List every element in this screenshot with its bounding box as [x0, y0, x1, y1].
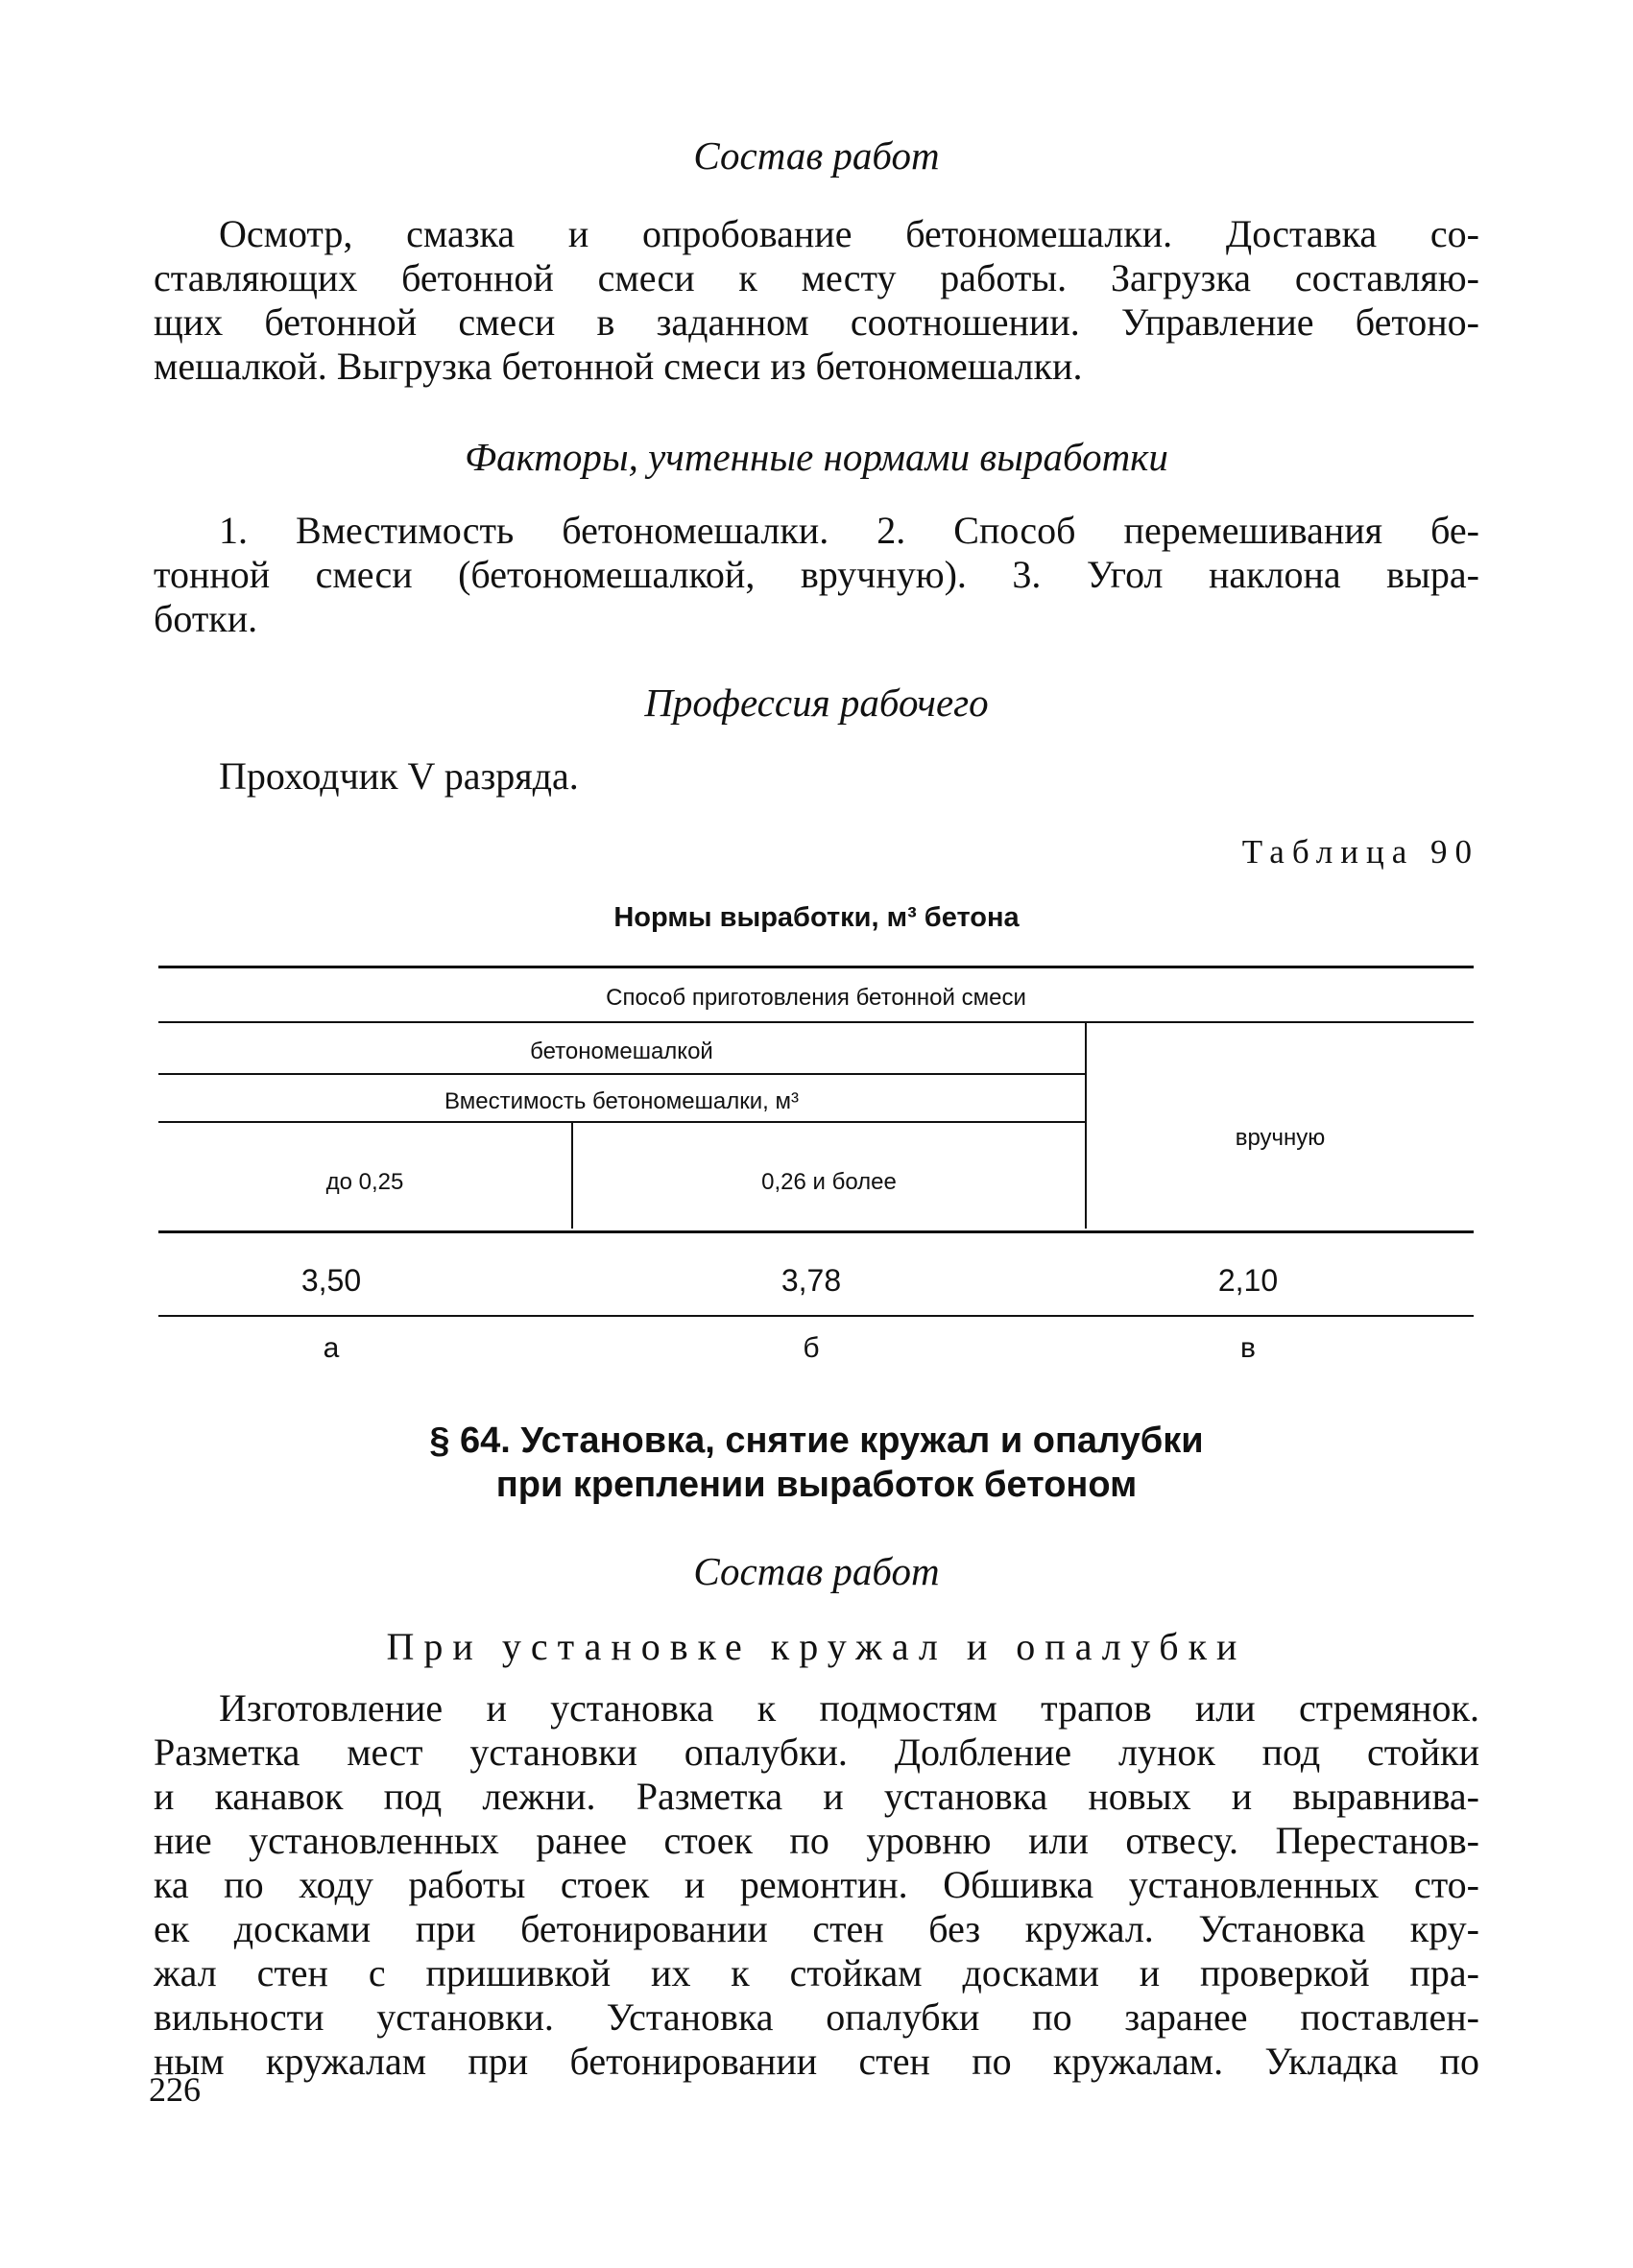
text-line: щих бетонной смеси в заданном соотношении. Управление бетоно-	[154, 300, 1479, 344]
table-col-header-b: 0,26 и более	[761, 1169, 897, 1195]
text-line: ние установленных ранее стоек по уровню или отвесу. Перестанов-	[154, 1819, 1479, 1862]
text-line: Разметка мест установки опалубки. Долбление лунок под стойки	[154, 1731, 1479, 1774]
table-rule-bottom	[158, 1315, 1474, 1317]
table-rule-header-bottom	[158, 1230, 1474, 1233]
table-label: Таблица 90	[1241, 833, 1479, 871]
text-line: ставляющих бетонной смеси к месту работы. Загрузка составляю-	[154, 256, 1479, 299]
subheading-installation: При установке кружал и опалубки	[386, 1625, 1247, 1668]
table-rule	[158, 1073, 1085, 1075]
text-line: ным кружалам при бетонировании стен по кружалам. Укладка по	[154, 2040, 1479, 2083]
section-heading-factors: Факторы, учтенные нормами выработки	[465, 435, 1168, 479]
paragraph-factors	[154, 509, 1479, 641]
table-col-header-a: до 0,25	[325, 1169, 404, 1195]
table-column-letter: а	[323, 1332, 340, 1364]
table-value-b: 3,78	[780, 1263, 842, 1298]
table-header-mixer: бетономешалкой	[530, 1039, 713, 1064]
table-column-letter: б	[803, 1332, 820, 1364]
table-vrule	[1085, 1023, 1087, 1229]
text-line: мешалкой. Выгрузка бетонной смеси из бетономешалки.	[154, 345, 1083, 388]
section-title-64-line2: при креплении выработок бетоном	[495, 1465, 1138, 1505]
table-column-letter: в	[1240, 1332, 1256, 1364]
paragraph-installation	[154, 1686, 1479, 2084]
page-number: 226	[149, 2070, 201, 2109]
text-line: вильности установки. Установка опалубки по заранее поставлен-	[154, 1995, 1479, 2039]
table-value-a: 3,50	[300, 1263, 362, 1298]
section-heading-work-composition-64: Состав работ	[693, 1549, 940, 1593]
text-line: ботки.	[154, 597, 258, 640]
text-line: ка по ходу работы стоек и ремонтин. Обшивка установленных сто-	[154, 1863, 1479, 1906]
text-line: жал стен с пришивкой их к стойкам досками и проверкой пра-	[154, 1951, 1479, 1994]
table-rule	[158, 1121, 1085, 1123]
text-line: тонной смеси (бетономешалкой, вручную). 3. Угол наклона выра-	[154, 553, 1479, 596]
section-heading-work-composition: Состав работ	[693, 133, 940, 178]
text-line: Осмотр, смазка и опробование бетономешалки. Доставка со-	[219, 212, 1479, 255]
text-line: и канавок под лежни. Разметка и установка новых и выравнива-	[154, 1775, 1479, 1818]
text-line: 1. Вместимость бетономешалки. 2. Способ перемешивания бе-	[219, 509, 1479, 552]
table-value-c: 2,10	[1217, 1263, 1279, 1298]
table-rule-top	[158, 966, 1474, 968]
table-rule	[158, 1021, 1474, 1023]
table-header-capacity: Вместимость бетономешалки, м³	[444, 1088, 799, 1114]
text-line: ек досками при бетонировании стен без кружал. Установка кру-	[154, 1907, 1479, 1950]
table-col-header-c: вручную	[1235, 1125, 1326, 1151]
section-heading-profession: Профессия рабочего	[644, 680, 989, 725]
text-line: Изготовление и установка к подмостям трапов или стремянок.	[219, 1686, 1479, 1730]
paragraph-work-composition	[154, 212, 1479, 389]
table-title: Нормы выработки, м³ бетона	[613, 902, 1020, 933]
profession-text: Проходчик V разряда.	[219, 754, 579, 798]
table-vrule	[571, 1123, 573, 1229]
table-header-method: Способ приготовления бетонной смеси	[606, 985, 1026, 1011]
section-title-64-line1: § 64. Установка, снятие кружал и опалубки	[429, 1420, 1204, 1461]
